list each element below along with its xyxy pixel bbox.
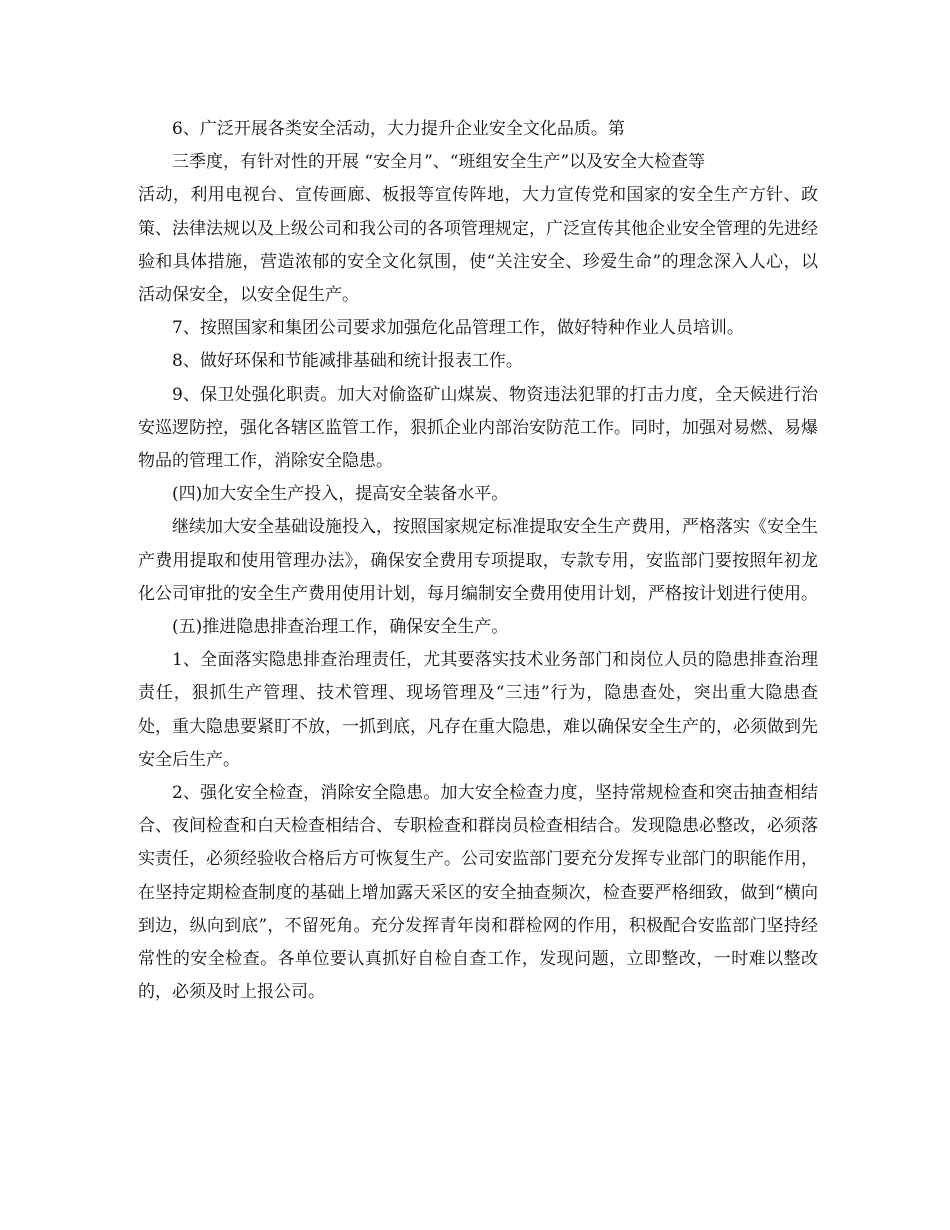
- paragraph-third-quarter: 三季度，有针对性的开展 “安全月”、“班组安全生产”以及安全大检查等: [172, 152, 706, 173]
- section-heading-5: (五)推进隐患排查治理工作，确保安全生产。: [172, 617, 509, 638]
- paragraph-item-6: 6、广泛开展各类安全活动，大力提升企业安全文化品质。第: [172, 119, 625, 139]
- paragraph-hazard-item-1: 1、全面落实隐患排查治理责任，尤其要落实技术业务部门和岗位人员的隐患排查治理责任，狠抓生产管理、技术管理、现场管理及“三违”行为，隐患查处，突出重大隐患查处，重大隐患要紧盯不放，一抓到底，凡存在重大隐患，难以确保安全生产的，必须做到先安全后生产。: [138, 650, 818, 770]
- paragraph-hazard-item-2: 2、强化安全检查，消除安全隐患。加大安全检查力度，坚持常规检查和突击抽查相结合、夜间检查和白天检查相结合、专职检查和群岗员检查相结合。发现隐患必整改，必须落实责任，必须经验收合格后方可恢复生产。公司安监部门要充分发挥专业部门的职能作用，在坚持定期检查制度的基础上增加露天采区的安全抽查频次，检查要严格细致，做到“横向到边，纵向到底”，不留死角。充分发挥青年岗和群检网的作用，积极配合安监部门坚持经常性的安全检查。各单位要认真抓好自检自查工作，发现问题，立即整改，一时难以整改的，必须及时上报公司。: [138, 783, 818, 1003]
- paragraph-item-7: 7、按照国家和集团公司要求加强危化品管理工作，做好特种作业人员培训。: [172, 318, 744, 339]
- paragraph-safety-investment: 继续加大安全基础设施投入，按照国家规定标准提取安全生产费用，严格落实《安全生产费用提取和使用管理办法》，确保安全费用专项提取，专款专用，安监部门要按照年初龙化公司审批的安全生产费用使用计划，每月编制安全费用使用计划，严格按计划进行使用。: [138, 517, 818, 604]
- document-body: [138, 113, 818, 1009]
- section-heading-4: (四)加大安全生产投入，提高安全装备水平。: [172, 484, 509, 505]
- paragraph-activities: 活动，利用电视台、宣传画廊、板报等宣传阵地，大力宣传党和国家的安全生产方针、政策、法律法规以及上级公司和我公司的各项管理规定，广泛宣传其他企业安全管理的先进经验和具体措施，营造浓郁的安全文化氛围，使“关注安全、珍爱生命”的理念深入人心，以活动保安全，以安全促生产。: [138, 185, 818, 306]
- paragraph-item-9: 9、保卫处强化职责。加大对偷盗矿山煤炭、物资违法犯罪的打击力度，全天候进行治安巡逻防控，强化各辖区监管工作，狠抓企业内部治安防范工作。同时，加强对易燃、易爆物品的管理工作，消除安全隐患。: [138, 384, 818, 472]
- paragraph-item-8: 8、做好环保和节能减排基础和统计报表工作。: [172, 351, 523, 372]
